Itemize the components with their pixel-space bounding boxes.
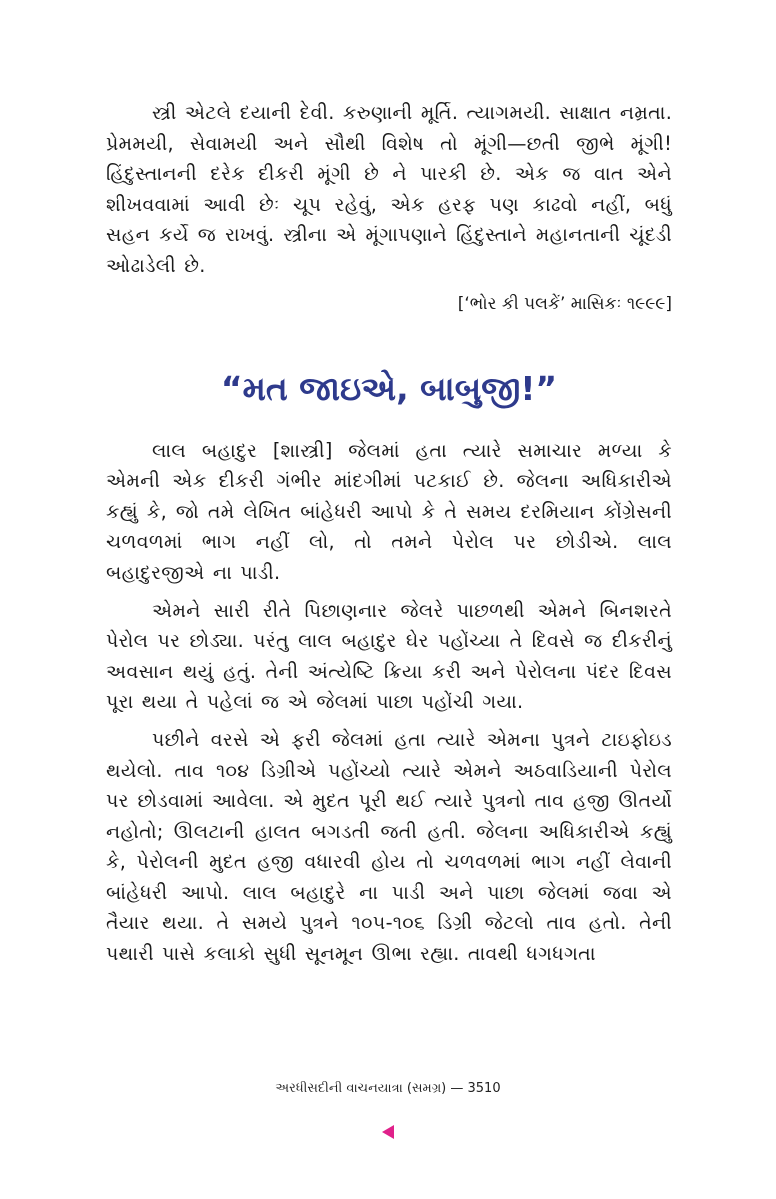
back-arrow-icon[interactable] (382, 1125, 394, 1139)
article-paragraph-1: લાલ બહાદુર [શાસ્ત્રી] જેલમાં હતા ત્યારે સમાચાર મળ્યા કે એમની એક દીકરી ગંભીર માંદગીમાં પટકાઈ છે. જેલના અધિકારીએ કહ્યું કે, જો તમે લેખિત બાંહેધરી આપો કે તે સમય દરમિયાન કોંગ્રેસની ચળવળમાં ભાગ નહીં લો, તો તમને પેરોલ પર છોડીએ. લાલ બહાદુરજીએ ના પાડી. (106, 438, 672, 584)
intro-paragraph: સ્ત્રી એટલે દયાની દેવી. કરુણાની મૂર્તિ. ત્યાગમયી. સાક્ષાત નમ્રતા. પ્રેમમયી, સેવામયી અને સૌથી વિશેષ તો મૂંગી—છતી જીભે મૂંગી! હિંદુસ્તાનની દરેક દીકરી મૂંગી છે ને પારકી છે. એક જ વાત એને શીખવવામાં આવી છેઃ ચૂપ રહેવું, એક હરફ પણ કાઢવો નહીં, બધું સહન કર્યે જ રાખવું. સ્ત્રીના એ મૂંગાપણાને હિંદુસ્તાને મહાનતાની ચૂંદડી ઓઢાડેલી છે. (106, 101, 672, 277)
page-content (106, 98, 672, 970)
article-paragraph-3: પછીને વરસે એ ફરી જેલમાં હતા ત્યારે એમના પુત્રને ટાઇફોઇડ થયેલો. તાવ ૧૦૪ ડિગ્રીએ પહોંચ્યો ત્યારે એમને અઠવાડિયાની પેરોલ પર છોડવામાં આવેલા. એ મુદત પૂરી થઈ ત્યારે પુત્રનો તાવ હજી ઊતર્યો નહોતો; ઊલટાની હાલત બગડતી જતી હતી. જેલના અધિકારીએ કહ્યું કે, પેરોલની મુદત હજી વધારવી હોય તો ચળવળમાં ભાગ નહીં લેવાની બાંહેધરી આપો. લાલ બહાદુરે ના પાડી અને પાછા જેલમાં જવા એ તૈયાર થયા. તે સમયે પુત્રને ૧૦૫-૧૦૬ ડિગ્રી જેટલો તાવ હતો. તેની પથારી પાસે કલાકો સુધી સૂનમૂન ઊભા રહ્યા. તાવથી ધગધગતા (106, 727, 672, 966)
source-citation: [‘ભોર કી પલકેં’ માસિકઃ ૧૯૯૯] (457, 293, 672, 314)
page-footer: અરધીસદીની વાચનયાત્રા (સમગ્ર) — 3510 (275, 1081, 501, 1096)
article-paragraph-2: એમને સારી રીતે પિછાણનાર જેલરે પાછળથી એમને બિનશરતે પેરોલ પર છોડ્યા. પરંતુ લાલ બહાદુર ઘેર પહોંચ્યા તે દિવસે જ દીકરીનું અવસાન થયું હતું. તેની અંત્યેષ્ટિ ક્રિયા કરી અને પેરોલના પંદર દિવસ પૂરા થયા તે પહેલાં જ એ જેલમાં પાછા પહોંચી ગયા. (106, 598, 672, 714)
article-title: “મત જાઇએ, બાબુજી!” (220, 368, 558, 408)
